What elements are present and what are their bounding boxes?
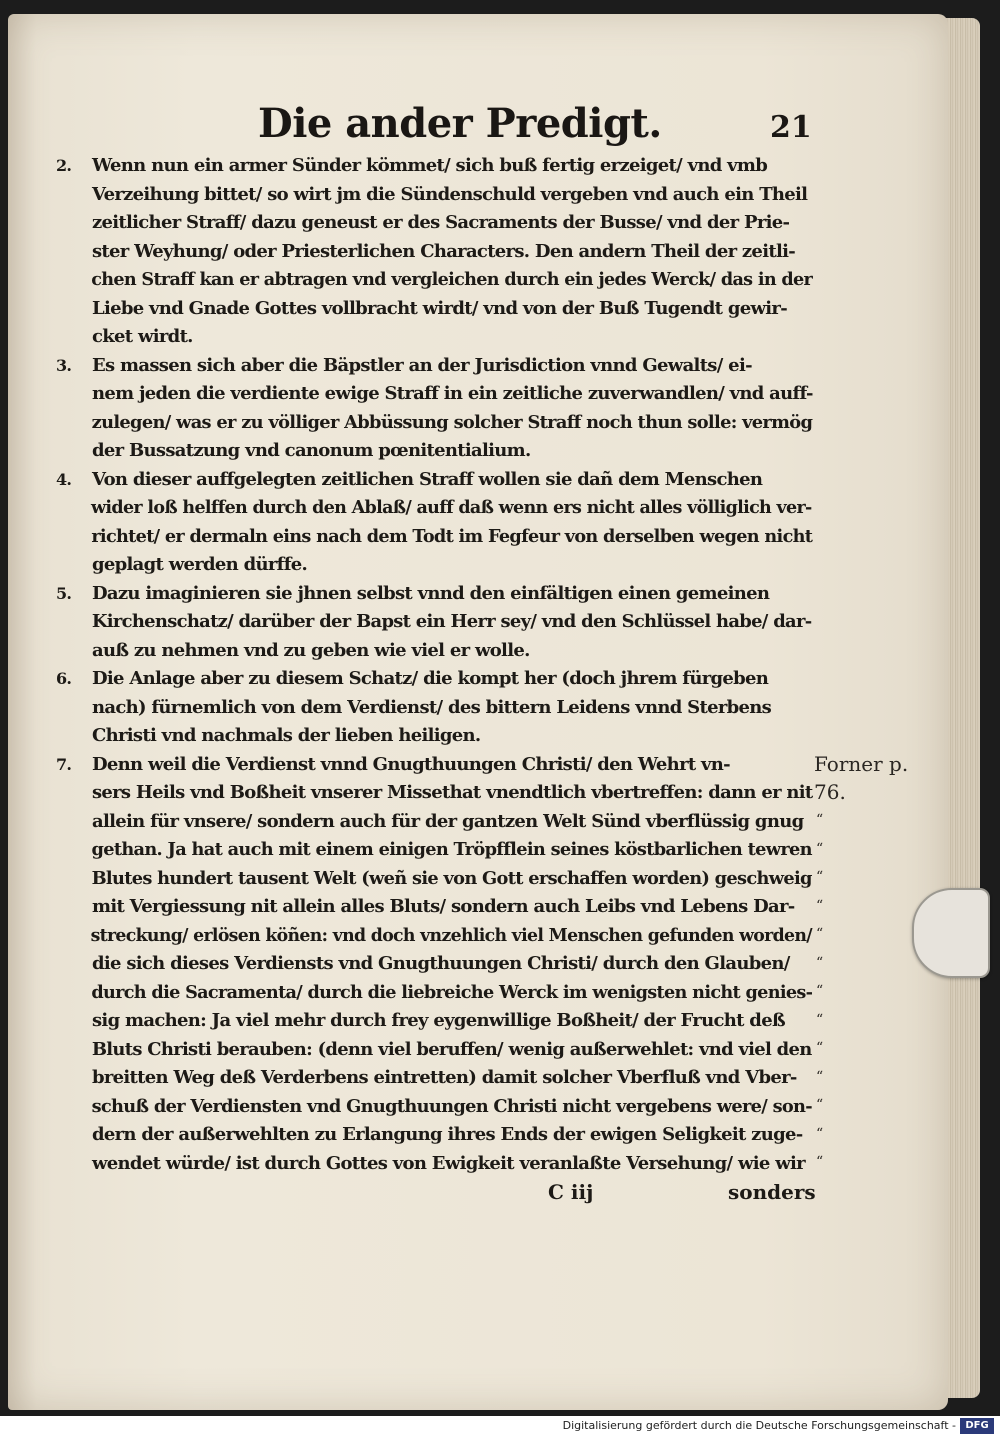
line-text: Die Anlage aber zu diesem Schatz/ die kompt her (doch jhrem fürgeben bbox=[92, 668, 769, 689]
text-line bbox=[56, 608, 812, 637]
text-line bbox=[56, 779, 811, 808]
text-line bbox=[56, 295, 812, 324]
text-line bbox=[56, 722, 812, 751]
paragraph-number: 3. bbox=[56, 355, 72, 375]
quote-mark: “ bbox=[816, 983, 824, 999]
line-text: nem jeden die verdiente ewige Straff in ein zeitliche zuverwandlen/ vnd auff- bbox=[91, 383, 813, 404]
margin-note-page: 76. bbox=[814, 780, 846, 804]
text-line bbox=[56, 523, 813, 552]
text-line bbox=[56, 409, 813, 438]
margin-note-reference: Forner p. bbox=[814, 752, 909, 776]
quote-mark: “ bbox=[816, 897, 824, 914]
text-line bbox=[56, 181, 812, 210]
line-text: geplagt werden dürffe. bbox=[92, 554, 308, 575]
quote-mark: “ bbox=[816, 1040, 824, 1056]
text-line bbox=[56, 266, 813, 295]
text-line bbox=[56, 1064, 812, 1093]
quote-mark: “ bbox=[816, 1154, 824, 1170]
text-line bbox=[56, 665, 812, 694]
text-line bbox=[56, 494, 812, 523]
page-number: 21 bbox=[770, 110, 812, 145]
line-text: dern der außerwehlten zu Erlangung ihres Ends der ewigen Seligkeit zuge- bbox=[92, 1124, 803, 1145]
line-text: ster Weyhung/ oder Priesterlichen Characters. Den andern Theil der zeitli- bbox=[92, 240, 795, 262]
line-text: wider loß helffen durch den Ablaß/ auff daß wenn ers nicht alles völliglich ver- bbox=[91, 497, 812, 518]
text-line bbox=[56, 437, 812, 466]
paragraph-number: 5. bbox=[56, 583, 72, 603]
footer-credit: Digitalisierung gefördert durch die Deutsche Forschungsgemeinschaft - bbox=[562, 1419, 956, 1432]
text-line bbox=[56, 950, 812, 979]
text-line bbox=[56, 1007, 812, 1036]
text-line bbox=[56, 466, 812, 495]
line-text: Denn weil die Verdienst vnnd Gnugthuungen Christi/ den Wehrt vn- bbox=[92, 753, 730, 775]
line-text: Wenn nun ein armer Sünder kömmet/ sich buß fertig erzeiget/ vnd vmb bbox=[92, 155, 768, 176]
line-text: allein für vnsere/ sondern auch für der gantzen Welt Sünd vberflüssig gnug bbox=[92, 810, 804, 832]
line-text: durch die Sacramenta/ durch die liebreiche Werck im wenigsten nicht genies- bbox=[91, 981, 813, 1003]
page-clip bbox=[912, 888, 990, 978]
text-line bbox=[56, 1150, 812, 1179]
quote-mark: “ bbox=[816, 812, 824, 828]
line-text: sers Heils vnd Boßheit vnserer Missethat vnendtlich vbertreffen: dann er nit bbox=[91, 782, 813, 803]
text-line bbox=[56, 352, 812, 381]
signature-mark: C iij bbox=[548, 1180, 594, 1204]
line-text: zeitlicher Straff/ dazu geneust er des Sacraments der Busse/ vnd der Prie- bbox=[92, 212, 790, 233]
line-text: breitten Weg deß Verderbens eintretten) damit solcher Vberfluß vnd Vber- bbox=[92, 1067, 797, 1088]
text-line bbox=[56, 751, 812, 780]
quote-mark: “ bbox=[816, 926, 824, 942]
line-text: zulegen/ was er zu völliger Abbüssung solcher Straff noch thun solle: vermög bbox=[91, 411, 813, 433]
quote-mark: “ bbox=[816, 840, 824, 857]
quote-mark: “ bbox=[816, 1125, 824, 1142]
text-line bbox=[56, 808, 812, 837]
body-text bbox=[56, 152, 812, 1178]
quote-mark: “ bbox=[816, 1068, 824, 1085]
quote-marks-column bbox=[816, 806, 840, 1177]
page-title: Die ander Predigt. bbox=[258, 100, 662, 147]
line-text: gethan. Ja hat auch mit einem einigen Tröpfflein seines köstbarlichen tewren bbox=[91, 839, 812, 860]
line-text: Bluts Christi berauben: (denn viel beruffen/ wenig außerwehlet: vnd viel den bbox=[91, 1038, 812, 1060]
line-text: auß zu nehmen vnd zu geben wie viel er wolle. bbox=[92, 639, 530, 661]
text-line bbox=[56, 836, 812, 865]
line-text: Liebe vnd Gnade Gottes vollbracht wirdt/ vnd von der Buß Tugendt gewir- bbox=[92, 297, 787, 319]
line-text: Christi vnd nachmals der lieben heiligen. bbox=[92, 725, 481, 746]
text-line bbox=[56, 893, 812, 922]
line-text: wendet würde/ ist durch Gottes von Ewigkeit veranlaßte Versehung/ wie wir bbox=[92, 1152, 805, 1174]
text-line bbox=[56, 922, 812, 951]
quote-mark: “ bbox=[816, 1011, 824, 1028]
text-line bbox=[56, 694, 812, 723]
line-text: Verzeihung bittet/ so wirt jm die Sündenschuld vergeben vnd auch ein Theil bbox=[92, 183, 808, 205]
line-text: Es massen sich aber die Bäpstler an der Jurisdiction vnnd Gewalts/ ei- bbox=[92, 354, 752, 376]
line-text: schuß der Verdiensten vnd Gnugthuungen Christi nicht vergebens were/ son- bbox=[91, 1095, 812, 1117]
text-line bbox=[56, 1036, 812, 1065]
text-line bbox=[56, 580, 812, 609]
quote-mark: “ bbox=[816, 954, 824, 971]
line-text: Von dieser auffgelegten zeitlichen Straff wollen sie dañ dem Menschen bbox=[92, 468, 763, 490]
line-text: streckung/ erlösen köñen: vnd doch vnzehlich viel Menschen gefunden worden/ bbox=[90, 924, 812, 946]
paragraph-number: 7. bbox=[56, 754, 72, 774]
paragraph-number: 4. bbox=[56, 469, 72, 489]
text-line bbox=[56, 551, 812, 580]
text-line bbox=[56, 865, 812, 894]
text-line bbox=[56, 238, 812, 267]
line-text: nach) fürnemlich von dem Verdienst/ des bittern Leidens vnnd Sterbens bbox=[92, 696, 772, 718]
paragraph-number: 6. bbox=[56, 669, 72, 688]
line-text: mit Vergiessung nit allein alles Bluts/ sondern auch Leibs vnd Lebens Dar- bbox=[92, 896, 795, 917]
text-line bbox=[56, 323, 812, 352]
text-line bbox=[56, 1093, 812, 1122]
text-line bbox=[56, 380, 811, 409]
page-edges bbox=[946, 18, 980, 1398]
text-line bbox=[56, 637, 812, 666]
line-text: die sich dieses Verdiensts vnd Gnugthuungen Christi/ durch den Glauben/ bbox=[92, 953, 790, 974]
line-text: sig machen: Ja viel mehr durch frey eygenwillige Boßheit/ der Frucht deß bbox=[92, 1010, 785, 1031]
text-line bbox=[56, 152, 812, 181]
line-text: der Bussatzung vnd canonum pœnitentialium. bbox=[92, 440, 531, 461]
text-line bbox=[56, 979, 813, 1008]
line-text: cket wirdt. bbox=[92, 326, 193, 347]
line-text: Kirchenschatz/ darüber der Bapst ein Herr sey/ vnd den Schlüssel habe/ dar- bbox=[91, 611, 812, 632]
line-text: Blutes hundert tausent Welt (weñ sie von Gott erschaffen worden) geschweig bbox=[91, 867, 812, 889]
text-line bbox=[56, 209, 812, 238]
quote-mark: “ bbox=[816, 1097, 824, 1113]
text-line bbox=[56, 1121, 812, 1150]
line-text: Dazu imaginieren sie jhnen selbst vnnd den einfältigen einen gemeinen bbox=[92, 582, 770, 604]
paragraph-number: 2. bbox=[56, 156, 72, 175]
line-text: chen Straff kan er abtragen vnd vergleichen durch ein jedes Werck/ das in der bbox=[91, 269, 813, 290]
quote-mark: “ bbox=[816, 869, 824, 885]
line-text: richtet/ er dermaln eins nach dem Todt im Fegfeur von derselben wegen nicht bbox=[91, 525, 813, 547]
catchword: sonders bbox=[728, 1180, 816, 1204]
footer-bar bbox=[0, 1416, 1000, 1437]
dfg-logo: DFG bbox=[960, 1418, 994, 1434]
